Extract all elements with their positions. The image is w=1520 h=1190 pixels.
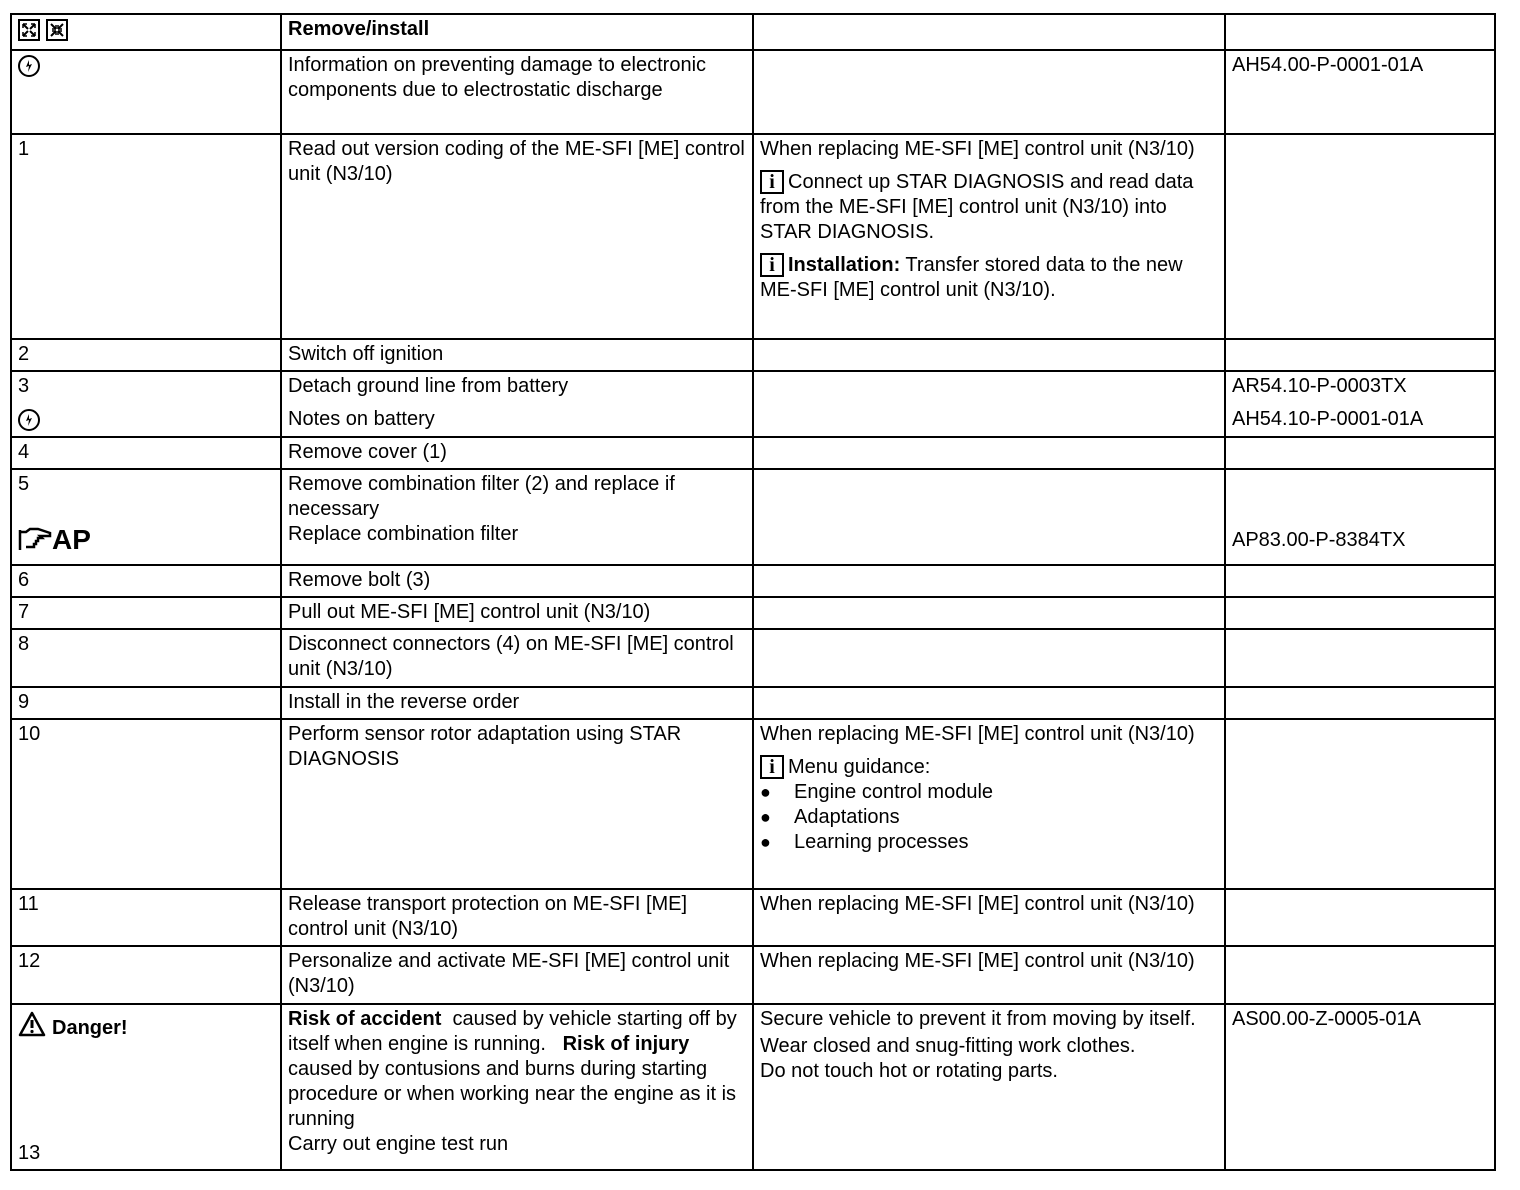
info-text: Menu guidance: [788,756,931,778]
step-condition: When replacing ME-SFI [ME] control unit (N3/10) [760,138,1195,160]
remove-icon [18,19,40,41]
info-bold-text: Installation: [788,254,901,276]
table-row [11,339,1495,371]
step-text: Detach ground line from battery [288,375,569,397]
info-note [760,755,1218,780]
safety-measure: Do not touch hot or rotating parts. [760,1060,1058,1082]
step-text: Perform sensor rotor adaptation using STAR DIAGNOSIS [281,719,753,889]
step-number: 2 [11,339,281,371]
warning-triangle-icon [18,1011,46,1037]
table-row [11,1004,1495,1170]
step-text: Read out version coding of the ME-SFI [ME] control unit (N3/10) [281,134,753,339]
info-icon: i [760,170,784,194]
step-condition: When replacing ME-SFI [ME] control unit (N3/10) [753,946,1225,1004]
table-row [11,371,1495,437]
step-condition: When replacing ME-SFI [ME] control unit (N3/10) [760,723,1195,745]
doc-reference[interactable]: AH54.10-P-0001-01A [1232,408,1424,430]
section-title: Remove/install [281,14,753,50]
bullet-icon: ● [760,832,771,852]
step-number: 1 [11,134,281,339]
info-note [760,170,1218,245]
table-row [11,565,1495,597]
step-text: Release transport protection on ME-SFI [ME] control unit (N3/10) [281,889,753,946]
header-icons-cell [11,14,281,50]
table-row [11,946,1495,1004]
step-number: 3 [18,375,30,397]
doc-reference[interactable]: AR54.10-P-0003TX [1232,375,1407,397]
step-text: Disconnect connectors (4) on ME-SFI [ME] control unit (N3/10) [281,629,753,687]
step-text: Switch off ignition [281,339,753,371]
info-icon: i [760,755,784,779]
table-row [11,50,1495,134]
step-text: Install in the reverse order [281,687,753,719]
step-text: Carry out engine test run [288,1133,509,1155]
list-item: ● Adaptations [760,806,900,828]
step-number: 6 [11,565,281,597]
note-text: Notes on battery [288,408,435,430]
step-text: Personalize and activate ME-SFI [ME] control unit (N3/10) [281,946,753,1004]
step-text: Remove combination filter (2) and replace if necessary [288,473,675,520]
step-number: 12 [11,946,281,1004]
table-row [11,629,1495,687]
doc-reference[interactable]: AS00.00-Z-0005-01A [1225,1004,1495,1170]
step-text: Remove cover (1) [281,437,753,469]
table-row [11,889,1495,946]
table-row [11,14,1495,50]
safety-measure: Wear closed and snug-fitting work clothes. [760,1035,1136,1057]
table-row [11,597,1495,629]
step-number: 7 [11,597,281,629]
step-number: 10 [11,719,281,889]
info-text: Connect up STAR DIAGNOSIS and read data from the ME-SFI [ME] control unit (N3/10) into STAR DIAGNOSIS. [760,171,1194,243]
safety-measure: Secure vehicle to prevent it from moving by itself. [760,1008,1196,1030]
step-condition: When replacing ME-SFI [ME] control unit (N3/10) [753,889,1225,946]
ap-link [18,525,274,556]
step-text: Information on preventing damage to electronic components due to electrostatic discharge [281,50,753,134]
step-text: Pull out ME-SFI [ME] control unit (N3/10) [281,597,753,629]
table-row [11,437,1495,469]
esd-warning-icon [18,409,40,431]
bullet-icon: ● [760,807,771,827]
info-text: Transfer stored data to the new ME-SFI [ME] control unit (N3/10). [760,254,1183,301]
danger-text: Risk of accident caused by vehicle starting off by itself when engine is running. Risk of injury caused by contusions and burns during starting procedure or when working near the engine as it is running [288,1008,743,1130]
step-number: 13 [18,1142,41,1164]
ap-label: AP [52,524,91,555]
table-row [11,687,1495,719]
step-text: Remove bolt (3) [281,565,753,597]
step-number: 5 [18,473,30,495]
table-row [11,134,1495,339]
step-number: 11 [11,889,281,946]
procedure-table [10,13,1496,1171]
step-number: 9 [11,687,281,719]
list-item: ● Learning processes [760,831,969,853]
list-item: ● Engine control module [760,781,994,803]
pointing-hand-icon [18,526,52,552]
install-icon [46,19,68,41]
table-row [11,719,1495,889]
info-note [760,253,1218,303]
doc-reference[interactable]: AP83.00-P-8384TX [1232,529,1406,551]
step-number: 8 [11,629,281,687]
danger-label: Danger! [18,1011,274,1041]
info-icon: i [760,253,784,277]
step-number: 4 [11,437,281,469]
bullet-icon: ● [760,782,771,802]
esd-warning-icon [18,55,40,77]
doc-reference[interactable]: AH54.00-P-0001-01A [1225,50,1495,134]
ap-text: Replace combination filter [288,523,519,545]
table-row [11,469,1495,565]
